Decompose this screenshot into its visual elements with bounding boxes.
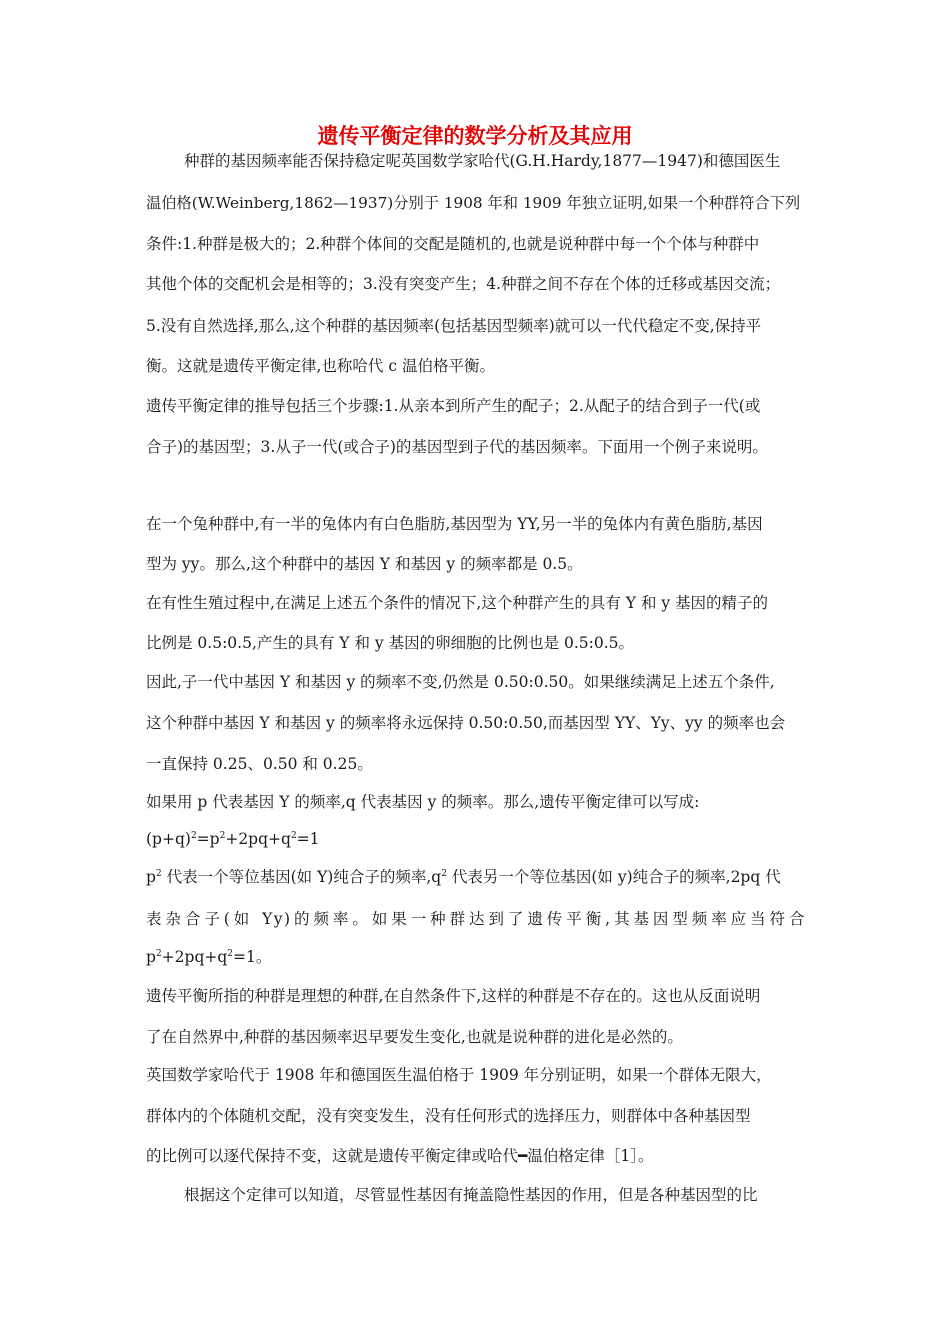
- paragraph-line: 在有性生殖过程中,在满足上述五个条件的情况下,这个种群产生的具有 Y 和 y 基因的精子的: [146, 594, 769, 612]
- paragraph-line: 衡。这就是遗传平衡定律,也称哈代 c 温伯格平衡。: [146, 357, 495, 375]
- paragraph-line: 英国数学家哈代于 1908 年和德国医生温伯格于 1909 年分别证明，如果一个群体无限大，: [146, 1066, 772, 1084]
- paragraph-line: 遗传平衡定律的推导包括三个步骤:1.从亲本到所产生的配子；2.从配子的结合到子一代(或: [146, 397, 761, 415]
- paragraph-line: 温伯格(W.Weinberg,1862—1937)分别于 1908 年和 1909 年独立证明,如果一个种群符合下列: [146, 194, 801, 212]
- formula-line: $(p+q)^2=p^2+2pq+q^2=1$: [146, 830, 320, 848]
- paragraph-line: 一直保持 0.25、0.50 和 0.25。: [146, 755, 373, 773]
- paragraph-line: 如果用 p 代表基因 Y 的频率,q 代表基因 y 的频率。那么,遗传平衡定律可以写成:: [146, 793, 700, 811]
- document-title: 遗传平衡定律的数学分析及其应用: [317, 123, 633, 148]
- paragraph-line: 这个种群中基因 Y 和基因 y 的频率将永远保持 0.50:0.50,而基因型 YY、Yy、yy 的频率也会: [146, 714, 786, 732]
- paragraph-line: 比例是 0.5:0.5,产生的具有 Y 和 y 基因的卵细胞的比例也是 0.5:0.5。: [146, 634, 635, 652]
- paragraph-line: 条件:1.种群是极大的；2.种群个体间的交配是随机的,也就是说种群中每一个个体与种群中: [146, 235, 760, 253]
- paragraph-line: $p^2$ 代表一个等位基因(如 Y)纯合子的频率$,q^2$ 代表另一个等位基因(如 y)纯合子的频率,2pq 代: [146, 868, 781, 886]
- paragraph-line: 的比例可以逐代保持不变，这就是遗传平衡定律或哈代━温伯格定律［1］。: [146, 1147, 654, 1165]
- paragraph-line: 在一个兔种群中,有一半的兔体内有白色脂肪,基因型为 YY,另一半的兔体内有黄色脂肪,基因: [146, 515, 763, 533]
- paragraph-line: 其他个体的交配机会是相等的；3.没有突变产生；4.种群之间不存在个体的迁移或基因交流；: [146, 275, 781, 293]
- formula-line: $p^2+2pq+q^2=1$。: [146, 948, 272, 966]
- paragraph-line: 5.没有自然选择,那么,这个种群的基因频率(包括基因型频率)就可以一代代稳定不变,保持平: [146, 317, 762, 335]
- paragraph-line: 了在自然界中,种群的基因频率迟早要发生变化,也就是说种群的进化是必然的。: [146, 1028, 683, 1046]
- paragraph-line: 根据这个定律可以知道，尽管显性基因有掩盖隐性基因的作用，但是各种基因型的比: [184, 1186, 758, 1204]
- paragraph-line: 合子)的基因型；3.从子一代(或合子)的基因型到子代的基因频率。下面用一个例子来说明。: [146, 438, 768, 456]
- paragraph-line: 因此,子一代中基因 Y 和基因 y 的频率不变,仍然是 0.50:0.50。如果继续满足上述五个条件,: [146, 673, 775, 691]
- paragraph-line: 型为 yy。那么,这个种群中的基因 Y 和基因 y 的频率都是 0.5。: [146, 555, 583, 573]
- paragraph-line: 表杂合子(如 Yy)的频率。如果一种群达到了遗传平衡,其基因型频率应当符合: [146, 910, 806, 928]
- paragraph-line: 群体内的个体随机交配，没有突变发生，没有任何形式的选择压力，则群体中各种基因型: [146, 1107, 751, 1125]
- paragraph-line: 种群的基因频率能否保持稳定呢英国数学家哈代(G.H.Hardy,1877—1947)和德国医生: [184, 152, 781, 170]
- paragraph-line: 遗传平衡所指的种群是理想的种群,在自然条件下,这样的种群是不存在的。这也从反面说明: [146, 987, 761, 1005]
